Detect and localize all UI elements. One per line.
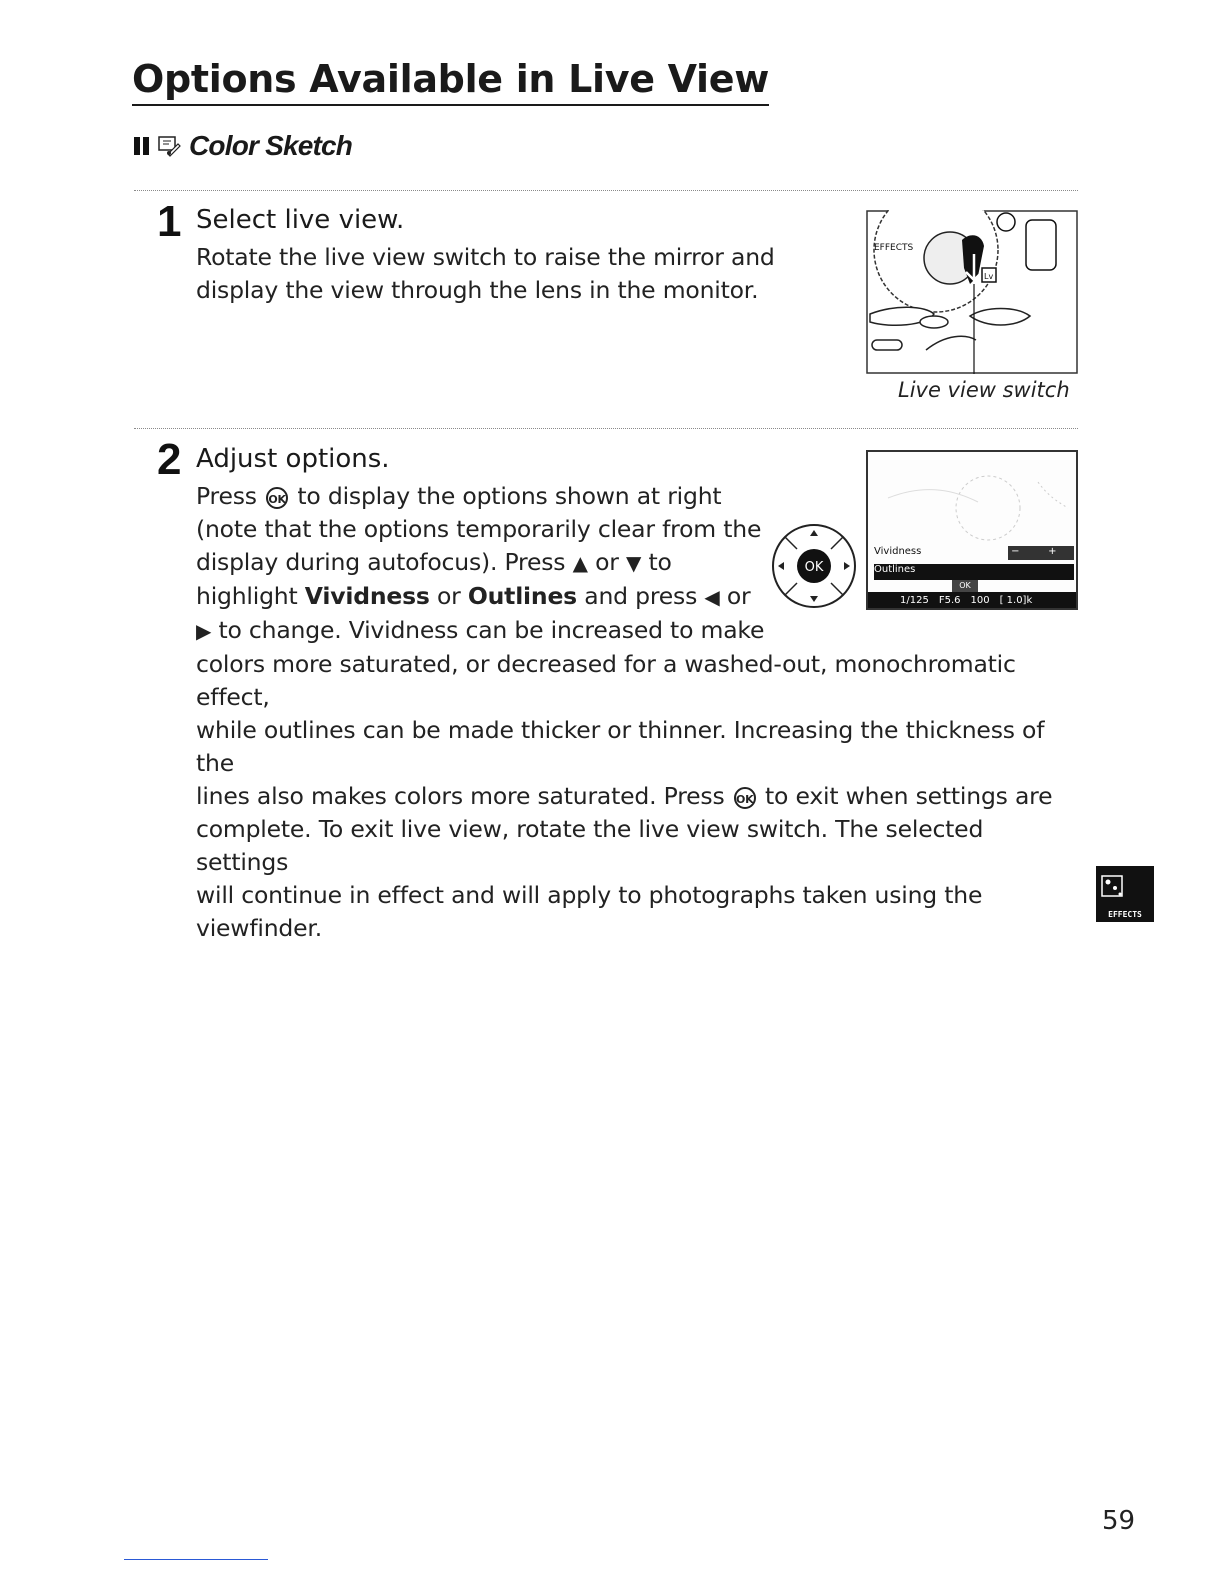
- body-line: complete. To exit live view, rotate the live view switch. The selected settings: [196, 815, 984, 876]
- effects-icon: [1096, 868, 1154, 908]
- body-line: ▶ to change. Vividness can be increased to make: [196, 616, 765, 644]
- color-sketch-icon: [157, 134, 181, 158]
- outlines-term: Outlines: [467, 582, 577, 610]
- camera-dial-label: EFFECTS: [874, 243, 914, 253]
- body-line: Press OK to display the options shown at right: [196, 482, 722, 510]
- ok-button-icon: OK: [266, 487, 288, 509]
- ok-button-icon: OK: [734, 787, 756, 809]
- effects-tab-label: EFFECTS: [1108, 910, 1142, 919]
- body-line: colors more saturated, or decreased for a washed-out, monochromatic effect,: [196, 650, 1016, 711]
- multi-selector-ok-label: OK: [804, 560, 824, 575]
- body-line: display during autofocus). Press ▲ or ▼ to: [196, 548, 672, 576]
- multi-selector-icon: [770, 522, 858, 610]
- lcd-option-outlines: Outlines: [874, 564, 1074, 580]
- vividness-term: Vividness: [304, 582, 430, 610]
- sketch-scene-art: [868, 452, 1078, 542]
- lcd-ok-indicator: OK: [952, 580, 978, 592]
- live-view-switch-caption: Live view switch: [898, 378, 1070, 402]
- footer-link-rule: [124, 1559, 268, 1560]
- left-arrow-icon: ◀: [704, 585, 720, 609]
- step-divider: [134, 428, 1078, 429]
- step-1-title: Select live view.: [196, 205, 405, 235]
- step-1-number: 1: [157, 197, 182, 246]
- lcd-status-bar: [868, 592, 1076, 608]
- camera-lv-label: Lv: [984, 272, 994, 281]
- lcd-iso: 100: [970, 594, 990, 606]
- vividness-slider: − +: [1008, 546, 1074, 560]
- page-number: 59: [1102, 1506, 1136, 1536]
- lcd-shutter: 1/125: [900, 594, 929, 606]
- section-heading: [134, 128, 352, 164]
- up-arrow-icon: ▲: [572, 551, 588, 575]
- down-arrow-icon: ▼: [626, 551, 642, 575]
- lcd-frames: [ 1.0]k: [999, 594, 1033, 606]
- step-2-number: 2: [157, 435, 182, 484]
- lcd-option-vividness: Vividness − +: [874, 546, 1074, 562]
- right-arrow-icon: ▶: [196, 619, 212, 643]
- effects-section-tab: [1096, 866, 1154, 922]
- section-divider: [134, 190, 1078, 191]
- page-title: Options Available in Live View: [132, 54, 769, 106]
- camera-top-illustration: [866, 210, 1078, 374]
- body-line: highlight Vividness or Outlines and press ◀ or: [196, 582, 751, 610]
- step-2-title: Adjust options.: [196, 444, 390, 474]
- body-line: viewfinder.: [196, 914, 322, 942]
- body-line: will continue in effect and will apply to photographs taken using the: [196, 881, 983, 909]
- body-line: lines also makes colors more saturated. Press OK to exit when settings are: [196, 782, 1053, 810]
- lcd-aperture: F5.6: [938, 594, 961, 606]
- section-bullet-icon: [134, 137, 149, 155]
- section-title: Color Sketch: [189, 130, 353, 161]
- monitor-display-illustration: [866, 450, 1078, 610]
- step-1-body: Rotate the live view switch to raise the mirror and display the view through the lens in the monitor.: [196, 243, 775, 304]
- body-line: (note that the options temporarily clear from the: [196, 515, 762, 543]
- body-line: while outlines can be made thicker or thinner. Increasing the thickness of the: [196, 716, 1045, 777]
